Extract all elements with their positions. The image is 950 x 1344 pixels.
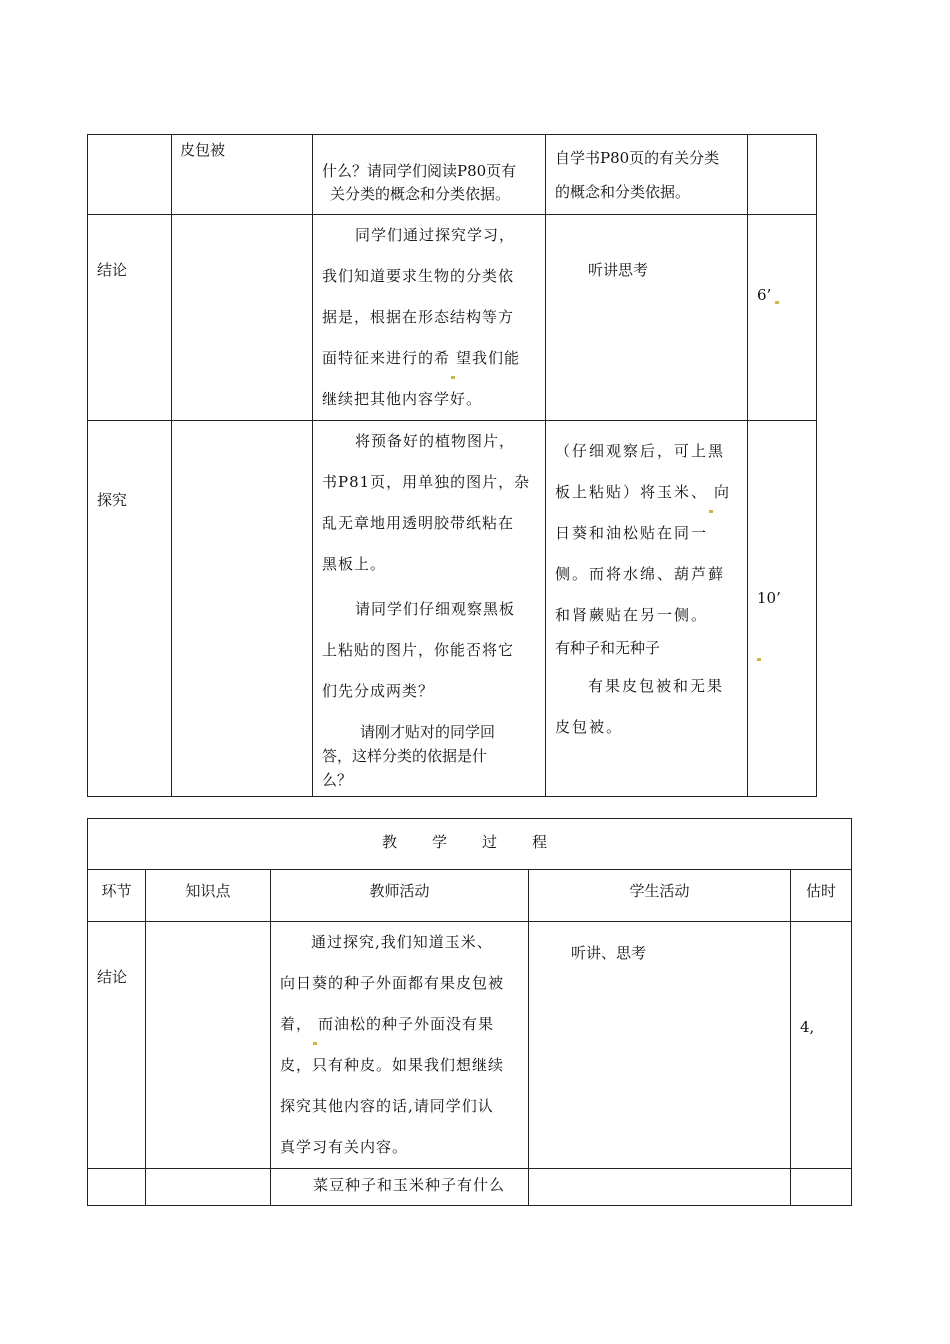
teacher-line: 面特征来进行的希 (322, 349, 451, 367)
teacher-line: 真学习有关内容。 (280, 1138, 409, 1156)
table-row (88, 135, 817, 215)
time-cell (748, 135, 817, 215)
teacher-line: 将预备好的植物图片， (355, 432, 516, 450)
header-cell (271, 870, 529, 922)
teacher-line: 我们知道要求生物的分类依 (322, 267, 515, 285)
teacher-line: 而油松的种子外面没有果 (318, 1015, 495, 1033)
table-row (88, 421, 817, 797)
teacher-line: 皮，只有种皮。如果我们想继续 (280, 1056, 505, 1074)
table-header-row (88, 870, 852, 922)
teacher-line: 们先分成两类？ (322, 682, 435, 700)
table-title: 教 学 过 程 (381, 833, 557, 851)
teacher-line: 向日葵的种子外面都有果皮包被 (280, 974, 505, 992)
time-cell (748, 215, 817, 421)
table-row (88, 215, 817, 421)
lesson-process-table (87, 818, 852, 1206)
teacher-line: 探究其他内容的话,请同学们认 (280, 1097, 494, 1115)
student-text: 听讲思考 (588, 261, 649, 279)
edit-mark (757, 658, 761, 661)
teacher-activity-cell (313, 215, 546, 421)
student-line: 日葵和油松贴在同一 (555, 524, 709, 542)
teacher-line: 答，这样分类的依据是什 (322, 747, 488, 765)
table-row (88, 922, 852, 1169)
header-time: 估时 (805, 882, 836, 900)
knowledge-cell (172, 215, 313, 421)
time-value: 10’ (757, 589, 781, 607)
teacher-activity-cell (313, 421, 546, 797)
knowledge-cell (172, 135, 313, 215)
teacher-line: 通过探究,我们知道玉米、 (311, 933, 493, 951)
teacher-activity-cell (313, 135, 546, 215)
student-line: 侧。而将水绵、葫芦藓 (555, 565, 726, 583)
teacher-line: 书P81页，用单独的图片，杂 (322, 473, 531, 491)
table-title-cell (88, 819, 852, 870)
teacher-line: 请刚才贴对的同学回 (360, 723, 496, 741)
student-line: 有种子和无种子 (555, 639, 661, 657)
section-cell (88, 1169, 146, 1206)
section-label: 结论 (97, 968, 128, 986)
teacher-line: 请同学们仔细观察黑板 (355, 600, 516, 618)
knowledge-cell (146, 922, 271, 1169)
knowledge-text: 皮包被 (180, 141, 226, 159)
student-line: 板上粘贴）将玉米、 (555, 483, 709, 501)
teacher-line: 着， (280, 1015, 313, 1033)
student-line: 向 (714, 483, 732, 501)
student-line: （仔细观察后，可上黑 (555, 442, 726, 460)
knowledge-cell (146, 1169, 271, 1206)
section-cell (88, 922, 146, 1169)
header-section: 环节 (101, 882, 132, 900)
student-line: 有果皮包被和无果 (588, 677, 725, 695)
teacher-line: 关分类的概念和分类依据。 (330, 185, 511, 203)
teacher-line: 继续把其他内容学好。 (322, 390, 483, 408)
student-activity-cell (546, 135, 748, 215)
student-line: 和肾蕨贴在另一侧。 (555, 606, 709, 624)
time-cell (748, 421, 817, 797)
lesson-table-continued (87, 134, 817, 797)
teacher-line: 据是，根据在形态结构等方 (322, 308, 515, 326)
teacher-line: 上粘贴的图片，你能否将它 (322, 641, 515, 659)
edit-mark (775, 301, 779, 304)
header-cell (146, 870, 271, 922)
student-text: 听讲、思考 (571, 944, 647, 962)
header-cell (791, 870, 852, 922)
header-cell (529, 870, 791, 922)
teacher-line: 望我们能 (456, 349, 521, 367)
time-value: 4, (800, 1018, 815, 1036)
section-cell (88, 421, 172, 797)
student-activity-cell (529, 1169, 791, 1206)
knowledge-cell (172, 421, 313, 797)
section-label: 结论 (97, 261, 128, 279)
teacher-line: 什么？请同学们阅读P80页有 (322, 162, 517, 180)
student-activity-cell (546, 421, 748, 797)
student-line: 皮包被。 (555, 718, 624, 736)
table-row (88, 1169, 852, 1206)
teacher-activity-cell (271, 922, 529, 1169)
header-teacher: 教师活动 (369, 882, 430, 900)
section-cell (88, 215, 172, 421)
time-value: 6’ (757, 286, 772, 304)
time-cell (791, 922, 852, 1169)
section-label: 探究 (97, 491, 128, 509)
teacher-line: 同学们通过探究学习， (355, 226, 516, 244)
student-line: 的概念和分类依据。 (555, 183, 691, 201)
teacher-line: 乱无章地用透明胶带纸粘在 (322, 514, 515, 532)
section-cell (88, 135, 172, 215)
edit-mark (709, 510, 713, 513)
time-cell (791, 1169, 852, 1206)
student-activity-cell (529, 922, 791, 1169)
header-knowledge: 知识点 (185, 882, 231, 900)
teacher-line: 么？ (322, 771, 353, 789)
header-student: 学生活动 (629, 882, 690, 900)
student-activity-cell (546, 215, 748, 421)
student-line: 自学书P80页的有关分类 (555, 149, 720, 167)
teacher-line: 菜豆种子和玉米种子有什么 (313, 1176, 506, 1194)
teacher-line: 黑板上。 (322, 555, 387, 573)
teacher-activity-cell (271, 1169, 529, 1206)
table-title-row (88, 819, 852, 870)
header-cell (88, 870, 146, 922)
